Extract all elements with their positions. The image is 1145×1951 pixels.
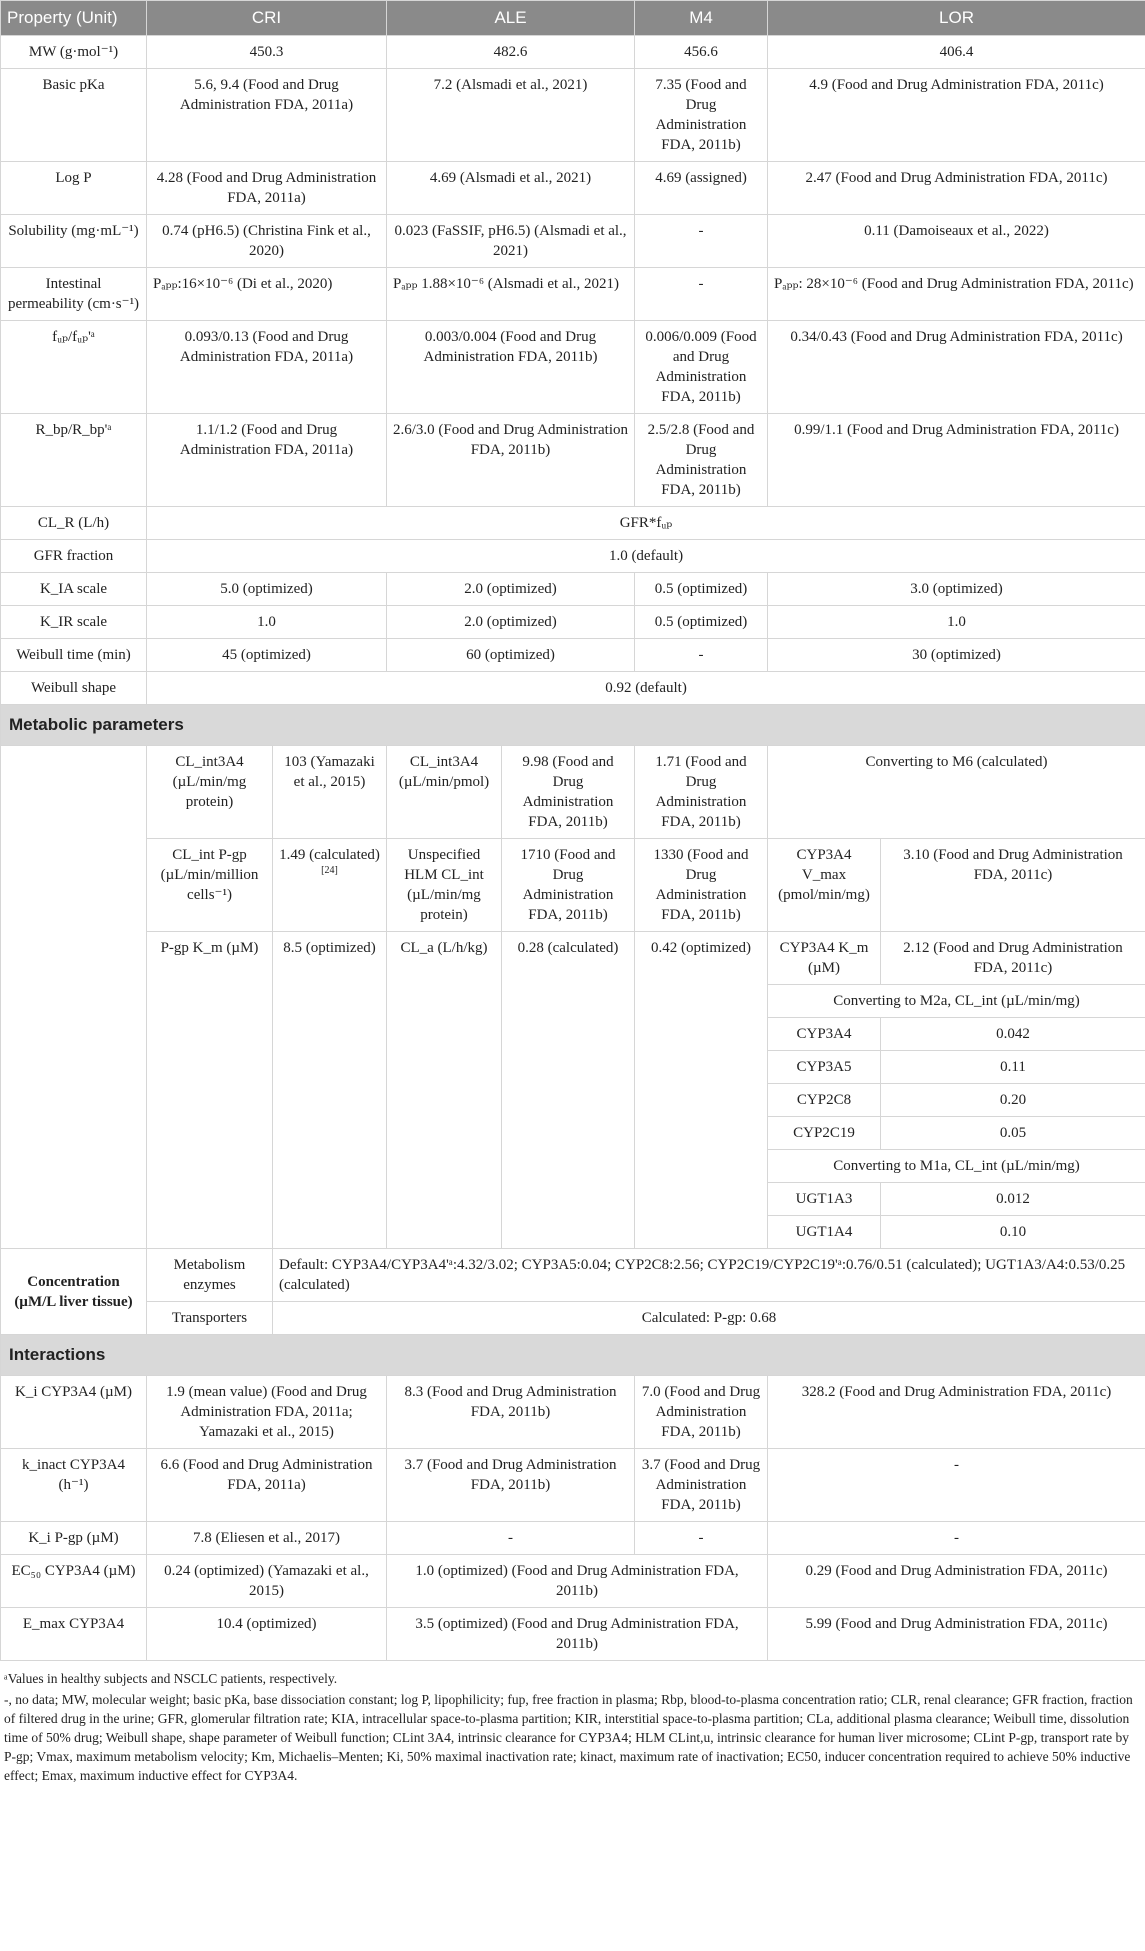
cell-cri: 1.9 (mean value) (Food and Drug Administration FDA, 2011a; Yamazaki et al., 2015) [147, 1376, 387, 1449]
cell-cri: Pₐₚₚ:16×10⁻⁶ (Di et al., 2020) [147, 268, 387, 321]
row-label: Weibull time (min) [1, 639, 147, 672]
cell-m4: 3.7 (Food and Drug Administration FDA, 2011b) [635, 1449, 768, 1522]
table-row [1, 1249, 1145, 1302]
cell-m4: 456.6 [635, 36, 768, 69]
row-label: Log P [1, 162, 147, 215]
cell-lor: 406.4 [768, 36, 1145, 69]
cell-cri: 0.74 (pH6.5) (Christina Fink et al., 2020) [147, 215, 387, 268]
m2a-title: Converting to M2a, CL_int (µL/min/mg) [768, 985, 1145, 1018]
enzyme-value: 0.20 [881, 1084, 1145, 1117]
cell-lor: 2.47 (Food and Drug Administration FDA, 2011c) [768, 162, 1145, 215]
cell-lor: - [768, 1449, 1145, 1522]
lor-param: Converting to M6 (calculated) [768, 746, 1145, 839]
cell-lor: 4.9 (Food and Drug Administration FDA, 2011c) [768, 69, 1145, 162]
ale-param-value: 0.28 (calculated) [502, 932, 635, 1249]
row-label: GFR fraction [1, 540, 147, 573]
enzyme-name: CYP3A4 [768, 1018, 881, 1051]
table-row [1, 321, 1145, 414]
cell-lor: 0.11 (Damoiseaux et al., 2022) [768, 215, 1145, 268]
cri-param-label: CL_int P-gp (µL/min/million cells⁻¹) [147, 839, 273, 932]
cell-cri: 45 (optimized) [147, 639, 387, 672]
table-footnotes [0, 1661, 1145, 1785]
cell-ale: 0.003/0.004 (Food and Drug Administration FDA, 2011b) [387, 321, 635, 414]
ale-param-label: Unspecified HLM CL_int (µL/min/mg protein) [387, 839, 502, 932]
enzyme-name: CYP2C19 [768, 1117, 881, 1150]
cell-m4: - [635, 1522, 768, 1555]
cell-cri: 6.6 (Food and Drug Administration FDA, 2011a) [147, 1449, 387, 1522]
table-row [1, 414, 1145, 507]
cell-lor: 0.29 (Food and Drug Administration FDA, 2011c) [768, 1555, 1145, 1608]
table-row [1, 1555, 1145, 1608]
enzyme-name: CYP3A5 [768, 1051, 881, 1084]
table-row [1, 746, 1145, 839]
table-row [1, 268, 1145, 321]
empty-cell [1, 746, 147, 1249]
cell-ale: 2.0 (optimized) [387, 573, 635, 606]
row-label: K_IA scale [1, 573, 147, 606]
cell-ale-m4: 1.0 (optimized) (Food and Drug Administration FDA, 2011b) [387, 1555, 768, 1608]
row-label: K_IR scale [1, 606, 147, 639]
table-row [1, 1449, 1145, 1522]
citation-ref: [24] [321, 865, 338, 876]
cell-cri: 5.0 (optimized) [147, 573, 387, 606]
table-row [1, 1522, 1145, 1555]
m4-param-value: 0.42 (optimized) [635, 932, 768, 1249]
cri-param-value [273, 839, 387, 932]
cell-lor: - [768, 1522, 1145, 1555]
enzymes-label: Metabolism enzymes [147, 1249, 273, 1302]
m1a-title: Converting to M1a, CL_int (µL/min/mg) [768, 1150, 1145, 1183]
row-label: k_inact CYP3A4 (h⁻¹) [1, 1449, 147, 1522]
row-label: E_max CYP3A4 [1, 1608, 147, 1661]
cell-all: 0.92 (default) [147, 672, 1145, 705]
cell-m4: - [635, 268, 768, 321]
cri-param-value: 8.5 (optimized) [273, 932, 387, 1249]
cell-m4: 0.5 (optimized) [635, 573, 768, 606]
enzyme-value: 0.012 [881, 1183, 1145, 1216]
enzyme-value: 0.11 [881, 1051, 1145, 1084]
row-label: Solubility (mg·mL⁻¹) [1, 215, 147, 268]
cell-ale: 8.3 (Food and Drug Administration FDA, 2011b) [387, 1376, 635, 1449]
table-row [1, 215, 1145, 268]
table-row [1, 573, 1145, 606]
cell-lor: 30 (optimized) [768, 639, 1145, 672]
footnote-a: ᵃValues in healthy subjects and NSCLC patients, respectively. [4, 1671, 338, 1686]
cri-param-value: 103 (Yamazaki et al., 2015) [273, 746, 387, 839]
enzyme-name: CYP2C8 [768, 1084, 881, 1117]
footnote-abbreviations: -, no data; MW, molecular weight; basic pKa, base dissociation constant; log P, lipophilicity; fup, free fraction in plasma; Rbp, blood-to-plasma concentration ratio; CLR, renal clearance; GFR fraction, fraction of filtered drug in the urine; GFR, glomerular filtration rate; KIA, intracellular space-to-plasma partition; KIR, interstitial space-to-plasma partition; CLa, additional plasma clearance; Weibull time, dissolution time of 50% drug; Weibull shape, shape parameter of Weibull function; CLint 3A4, intrinsic clearance for CYP3A4; HLM CLint,u, intrinsic clearance for human liver microsome; CLint P-gp, transport rate by P-gp; Vmax, maximum metabolism velocity; Km, Michaelis–Menten; Ki, 50% maximal inactivation rate; kinact, maximum rate of inactivation; EC50, inducer concentration required to achieve 50% inductive effect; Emax, maximum inductive effect for CYP3A4. [4, 1692, 1133, 1783]
ale-param-value: 9.98 (Food and Drug Administration FDA, 2011b) [502, 746, 635, 839]
table-row [1, 1302, 1145, 1335]
cell-cri: 0.093/0.13 (Food and Drug Administration FDA, 2011a) [147, 321, 387, 414]
cell-cri: 5.6, 9.4 (Food and Drug Administration FDA, 2011a) [147, 69, 387, 162]
lor-param-value: 2.12 (Food and Drug Administration FDA, 2011c) [881, 932, 1145, 985]
table-row [1, 507, 1145, 540]
cell-ale: Pₐₚₚ 1.88×10⁻⁶ (Alsmadi et al., 2021) [387, 268, 635, 321]
enzyme-value: 0.10 [881, 1216, 1145, 1249]
cell-ale: 2.0 (optimized) [387, 606, 635, 639]
section-title: Interactions [1, 1335, 1145, 1376]
cell-cri: 7.8 (Eliesen et al., 2017) [147, 1522, 387, 1555]
lor-param-value: 3.10 (Food and Drug Administration FDA, 2011c) [881, 839, 1145, 932]
lor-param-label: CYP3A4 K_m (µM) [768, 932, 881, 985]
header-cri: CRI [147, 1, 387, 36]
table-row [1, 540, 1145, 573]
cell-m4: 7.0 (Food and Drug Administration FDA, 2011b) [635, 1376, 768, 1449]
m4-param-value: 1330 (Food and Drug Administration FDA, 2011b) [635, 839, 768, 932]
cell-all: GFR*fᵤₚ [147, 507, 1145, 540]
row-label: MW (g·mol⁻¹) [1, 36, 147, 69]
row-label: R_bp/R_bp'ᵃ [1, 414, 147, 507]
table-row [1, 1608, 1145, 1661]
cell-m4: 7.35 (Food and Drug Administration FDA, 2011b) [635, 69, 768, 162]
table-row [1, 932, 1145, 985]
cell-ale: 7.2 (Alsmadi et al., 2021) [387, 69, 635, 162]
cell-lor: 0.34/0.43 (Food and Drug Administration FDA, 2011c) [768, 321, 1145, 414]
cell-ale: - [387, 1522, 635, 1555]
m4-param-value: 1.71 (Food and Drug Administration FDA, 2011b) [635, 746, 768, 839]
lor-param-label: CYP3A4 V_max (pmol/min/mg) [768, 839, 881, 932]
cell-ale: 3.7 (Food and Drug Administration FDA, 2011b) [387, 1449, 635, 1522]
enzyme-value: 0.042 [881, 1018, 1145, 1051]
table-row [1, 606, 1145, 639]
table-row [1, 1376, 1145, 1449]
enzyme-name: UGT1A3 [768, 1183, 881, 1216]
cell-lor: Pₐₚₚ: 28×10⁻⁶ (Food and Drug Administration FDA, 2011c) [768, 268, 1145, 321]
concentration-label: Concentration (µM/L liver tissue) [1, 1249, 147, 1335]
table-row [1, 162, 1145, 215]
enzyme-value: 0.05 [881, 1117, 1145, 1150]
section-title: Metabolic parameters [1, 705, 1145, 746]
row-label: Weibull shape [1, 672, 147, 705]
table-row [1, 672, 1145, 705]
cell-cri: 4.28 (Food and Drug Administration FDA, 2011a) [147, 162, 387, 215]
section-metabolic [1, 705, 1145, 746]
cell-m4: 2.5/2.8 (Food and Drug Administration FDA, 2011b) [635, 414, 768, 507]
cell-ale: 4.69 (Alsmadi et al., 2021) [387, 162, 635, 215]
ale-param-label: CL_a (L/h/kg) [387, 932, 502, 1249]
enzyme-name: UGT1A4 [768, 1216, 881, 1249]
cell-cri: 10.4 (optimized) [147, 1608, 387, 1661]
cell-m4: - [635, 639, 768, 672]
ale-param-value: 1710 (Food and Drug Administration FDA, 2011b) [502, 839, 635, 932]
cell-cri: 450.3 [147, 36, 387, 69]
cell-lor: 1.0 [768, 606, 1145, 639]
cell-ale: 0.023 (FaSSIF, pH6.5) (Alsmadi et al., 2021) [387, 215, 635, 268]
table-row [1, 69, 1145, 162]
ale-param-label: CL_int3A4 (µL/min/pmol) [387, 746, 502, 839]
cell-all: 1.0 (default) [147, 540, 1145, 573]
row-label: CL_R (L/h) [1, 507, 147, 540]
row-label: Intestinal permeability (cm·s⁻¹) [1, 268, 147, 321]
header-ale: ALE [387, 1, 635, 36]
cell-cri: 1.0 [147, 606, 387, 639]
header-m4: M4 [635, 1, 768, 36]
cell-lor: 328.2 (Food and Drug Administration FDA, 2011c) [768, 1376, 1145, 1449]
cell-cri: 1.1/1.2 (Food and Drug Administration FDA, 2011a) [147, 414, 387, 507]
header-row [1, 1, 1145, 36]
section-interactions [1, 1335, 1145, 1376]
cri-param-label: CL_int3A4 (µL/min/mg protein) [147, 746, 273, 839]
cell-ale: 482.6 [387, 36, 635, 69]
cell-m4: 4.69 (assigned) [635, 162, 768, 215]
cell-ale: 60 (optimized) [387, 639, 635, 672]
cell-ale: 2.6/3.0 (Food and Drug Administration FDA, 2011b) [387, 414, 635, 507]
cell-ale-m4: 3.5 (optimized) (Food and Drug Administration FDA, 2011b) [387, 1608, 768, 1661]
cri-param-label: P-gp K_m (µM) [147, 932, 273, 1249]
row-label: fᵤₚ/fᵤₚ'ᵃ [1, 321, 147, 414]
table-row [1, 639, 1145, 672]
cell-m4: 0.5 (optimized) [635, 606, 768, 639]
cell-m4: - [635, 215, 768, 268]
transporters-value: Calculated: P-gp: 0.68 [273, 1302, 1145, 1335]
table-row [1, 839, 1145, 932]
cell-lor: 0.99/1.1 (Food and Drug Administration FDA, 2011c) [768, 414, 1145, 507]
enzymes-value: Default: CYP3A4/CYP3A4'ᵃ:4.32/3.02; CYP3A5:0.04; CYP2C8:2.56; CYP2C19/CYP2C19'ᵃ:0.76/0.51 (calculated); UGT1A3/A4:0.53/0.25 (calculated) [273, 1249, 1145, 1302]
cell-cri: 0.24 (optimized) (Yamazaki et al., 2015) [147, 1555, 387, 1608]
cri-param-value-text: 1.49 (calculated) [279, 847, 380, 863]
cell-m4: 0.006/0.009 (Food and Drug Administration FDA, 2011b) [635, 321, 768, 414]
cell-lor: 3.0 (optimized) [768, 573, 1145, 606]
row-label: Basic pKa [1, 69, 147, 162]
row-label: K_i CYP3A4 (µM) [1, 1376, 147, 1449]
transporters-label: Transporters [147, 1302, 273, 1335]
row-label: EC₅₀ CYP3A4 (µM) [1, 1555, 147, 1608]
table-row [1, 36, 1145, 69]
header-lor: LOR [768, 1, 1145, 36]
header-property: Property (Unit) [1, 1, 147, 36]
row-label: K_i P-gp (µM) [1, 1522, 147, 1555]
cell-lor: 5.99 (Food and Drug Administration FDA, 2011c) [768, 1608, 1145, 1661]
